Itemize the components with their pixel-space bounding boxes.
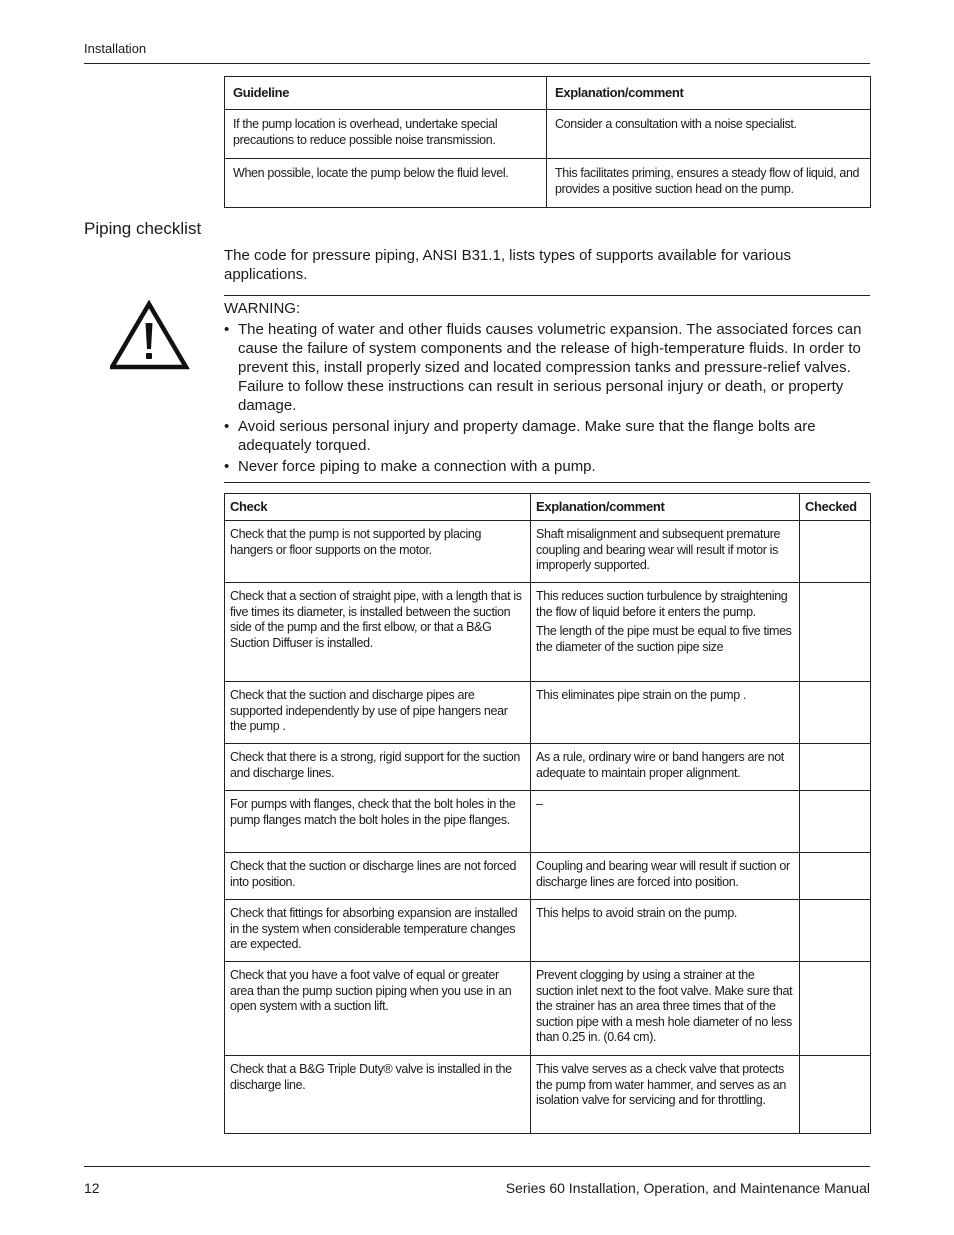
checked-cell[interactable] bbox=[800, 900, 871, 962]
column-header: Check bbox=[225, 494, 531, 521]
explanation-text: As a rule, ordinary wire or band hangers are not adequate to maintain proper alignment. bbox=[536, 750, 784, 780]
column-header: Checked bbox=[800, 494, 871, 521]
warning-label: WARNING: bbox=[224, 300, 301, 317]
explanation-cell bbox=[531, 682, 800, 744]
piping-check-table bbox=[224, 493, 871, 1134]
warning-bottom-rule bbox=[224, 482, 870, 483]
table-row bbox=[225, 853, 871, 900]
explanation-cell bbox=[531, 583, 800, 682]
guideline-cell: When possible, locate the pump below the fluid level. bbox=[225, 159, 547, 208]
explanation-text: The length of the pipe must be equal to five times the diameter of the suction pipe size bbox=[536, 624, 792, 654]
explanation-text: Shaft misalignment and subsequent premature coupling and bearing wear will result if motor is improperly supported. bbox=[536, 527, 781, 572]
explanation-text: This valve serves as a check valve that protects the pump from water hammer, and serves as an isolation valve for servicing and for throttling. bbox=[536, 1062, 786, 1107]
table-row bbox=[225, 110, 871, 159]
page-number: 12 bbox=[84, 1180, 100, 1196]
header-rule bbox=[84, 63, 870, 64]
column-header: Explanation/comment bbox=[547, 77, 871, 110]
check-table-header-row bbox=[225, 494, 871, 521]
explanation-cell bbox=[531, 791, 800, 853]
warning-item-text: The heating of water and other fluids causes volumetric expansion. The associated forces can cause the failure of system components and the release of high-temperature fluids. In order to prevent this, install properly sized and located compression tanks and pressure-relief valves. Failure to follow these instructions can result in serious personal injury or death, or property damage. bbox=[238, 321, 862, 414]
checked-cell[interactable] bbox=[800, 1056, 871, 1134]
guideline-table-header-row bbox=[225, 77, 871, 110]
table-row bbox=[225, 1056, 871, 1134]
explanation-text: This eliminates pipe strain on the pump . bbox=[536, 688, 747, 702]
table-row bbox=[225, 962, 871, 1056]
warning-list bbox=[224, 320, 870, 478]
check-cell: Check that you have a foot valve of equal or greater area than the pump suction piping when you use in an open system with a suction lift. bbox=[225, 962, 531, 1056]
explanation-cell bbox=[531, 1056, 800, 1134]
check-cell: Check that fittings for absorbing expansion are installed in the system when considerable temperature changes are expected. bbox=[225, 900, 531, 962]
table-row bbox=[225, 744, 871, 791]
check-cell: Check that the pump is not supported by placing hangers or floor supports on the motor. bbox=[225, 521, 531, 583]
warning-triangle-icon bbox=[110, 300, 190, 370]
warning-item-text: Never force piping to make a connection with a pump. bbox=[238, 458, 596, 475]
check-cell: For pumps with flanges, check that the bolt holes in the pump flanges match the bolt holes in the pipe flanges. bbox=[225, 791, 531, 853]
explanation-text: Prevent clogging by using a strainer at the suction inlet next to the foot valve. Make sure that the strainer has an area three times that of the suction pipe with a mesh hole diameter of no less than 0.25 in. (0.64 cm). bbox=[536, 968, 793, 1044]
checked-cell[interactable] bbox=[800, 583, 871, 682]
footer-rule bbox=[84, 1166, 870, 1167]
explanation-cell: Consider a consultation with a noise specialist. bbox=[547, 110, 871, 159]
explanation-cell bbox=[531, 962, 800, 1056]
warning-item-text: Avoid serious personal injury and property damage. Make sure that the flange bolts are adequately torqued. bbox=[238, 418, 816, 454]
checked-cell[interactable] bbox=[800, 791, 871, 853]
check-cell: Check that the suction or discharge lines are not forced into position. bbox=[225, 853, 531, 900]
section-title: Piping checklist bbox=[84, 219, 202, 238]
list-item: • Avoid serious personal injury and property damage. Make sure that the flange bolts are adequately torqued. bbox=[224, 418, 816, 454]
checked-cell[interactable] bbox=[800, 521, 871, 583]
page-header-section: Installation bbox=[84, 41, 147, 56]
table-row bbox=[225, 583, 871, 682]
explanation-text: This reduces suction turbulence by straightening the flow of liquid before it enters the pump. bbox=[536, 589, 788, 619]
explanation-cell: This facilitates priming, ensures a steady flow of liquid, and provides a positive suction head on the pump. bbox=[547, 159, 871, 208]
checked-cell[interactable] bbox=[800, 853, 871, 900]
list-item: • Never force piping to make a connection with a pump. bbox=[224, 458, 596, 475]
list-item: • The heating of water and other fluids causes volumetric expansion. The associated forces can cause the failure of system components and the release of high-temperature fluids. In order to prevent this, install properly sized and located compression tanks and pressure-relief valves. Failure to follow these instructions can result in serious personal injury or death, or property damage. bbox=[224, 321, 862, 414]
check-cell: Check that a section of straight pipe, with a length that is five times its diameter, is installed between the suction side of the pump and the first elbow, or that a B&G Suction Diffuser is installed. bbox=[225, 583, 531, 682]
table-row bbox=[225, 521, 871, 583]
checked-cell[interactable] bbox=[800, 744, 871, 791]
explanation-cell bbox=[531, 521, 800, 583]
check-cell: Check that a B&G Triple Duty® valve is installed in the discharge line. bbox=[225, 1056, 531, 1134]
explanation-text: This helps to avoid strain on the pump. bbox=[536, 906, 738, 920]
explanation-cell bbox=[531, 900, 800, 962]
table-row bbox=[225, 791, 871, 853]
column-header: Explanation/comment bbox=[531, 494, 800, 521]
manual-title: Series 60 Installation, Operation, and Maintenance Manual bbox=[505, 1180, 870, 1196]
table-row bbox=[225, 159, 871, 208]
checked-cell[interactable] bbox=[800, 682, 871, 744]
check-cell: Check that there is a strong, rigid support for the suction and discharge lines. bbox=[225, 744, 531, 791]
guideline-table bbox=[224, 76, 871, 208]
explanation-text: – bbox=[536, 797, 543, 811]
table-row bbox=[225, 682, 871, 744]
column-header: Guideline bbox=[225, 77, 547, 110]
explanation-cell bbox=[531, 853, 800, 900]
warning-top-rule bbox=[224, 295, 870, 296]
table-row bbox=[225, 900, 871, 962]
checked-cell[interactable] bbox=[800, 962, 871, 1056]
guideline-cell: If the pump location is overhead, undertake special precautions to reduce possible noise transmission. bbox=[225, 110, 547, 159]
intro-paragraph: The code for pressure piping, ANSI B31.1, lists types of supports available for various applications. bbox=[224, 247, 791, 283]
explanation-text: Coupling and bearing wear will result if suction or discharge lines are forced into position. bbox=[536, 859, 790, 889]
check-cell: Check that the suction and discharge pipes are supported independently by use of pipe hangers near the pump . bbox=[225, 682, 531, 744]
explanation-cell bbox=[531, 744, 800, 791]
